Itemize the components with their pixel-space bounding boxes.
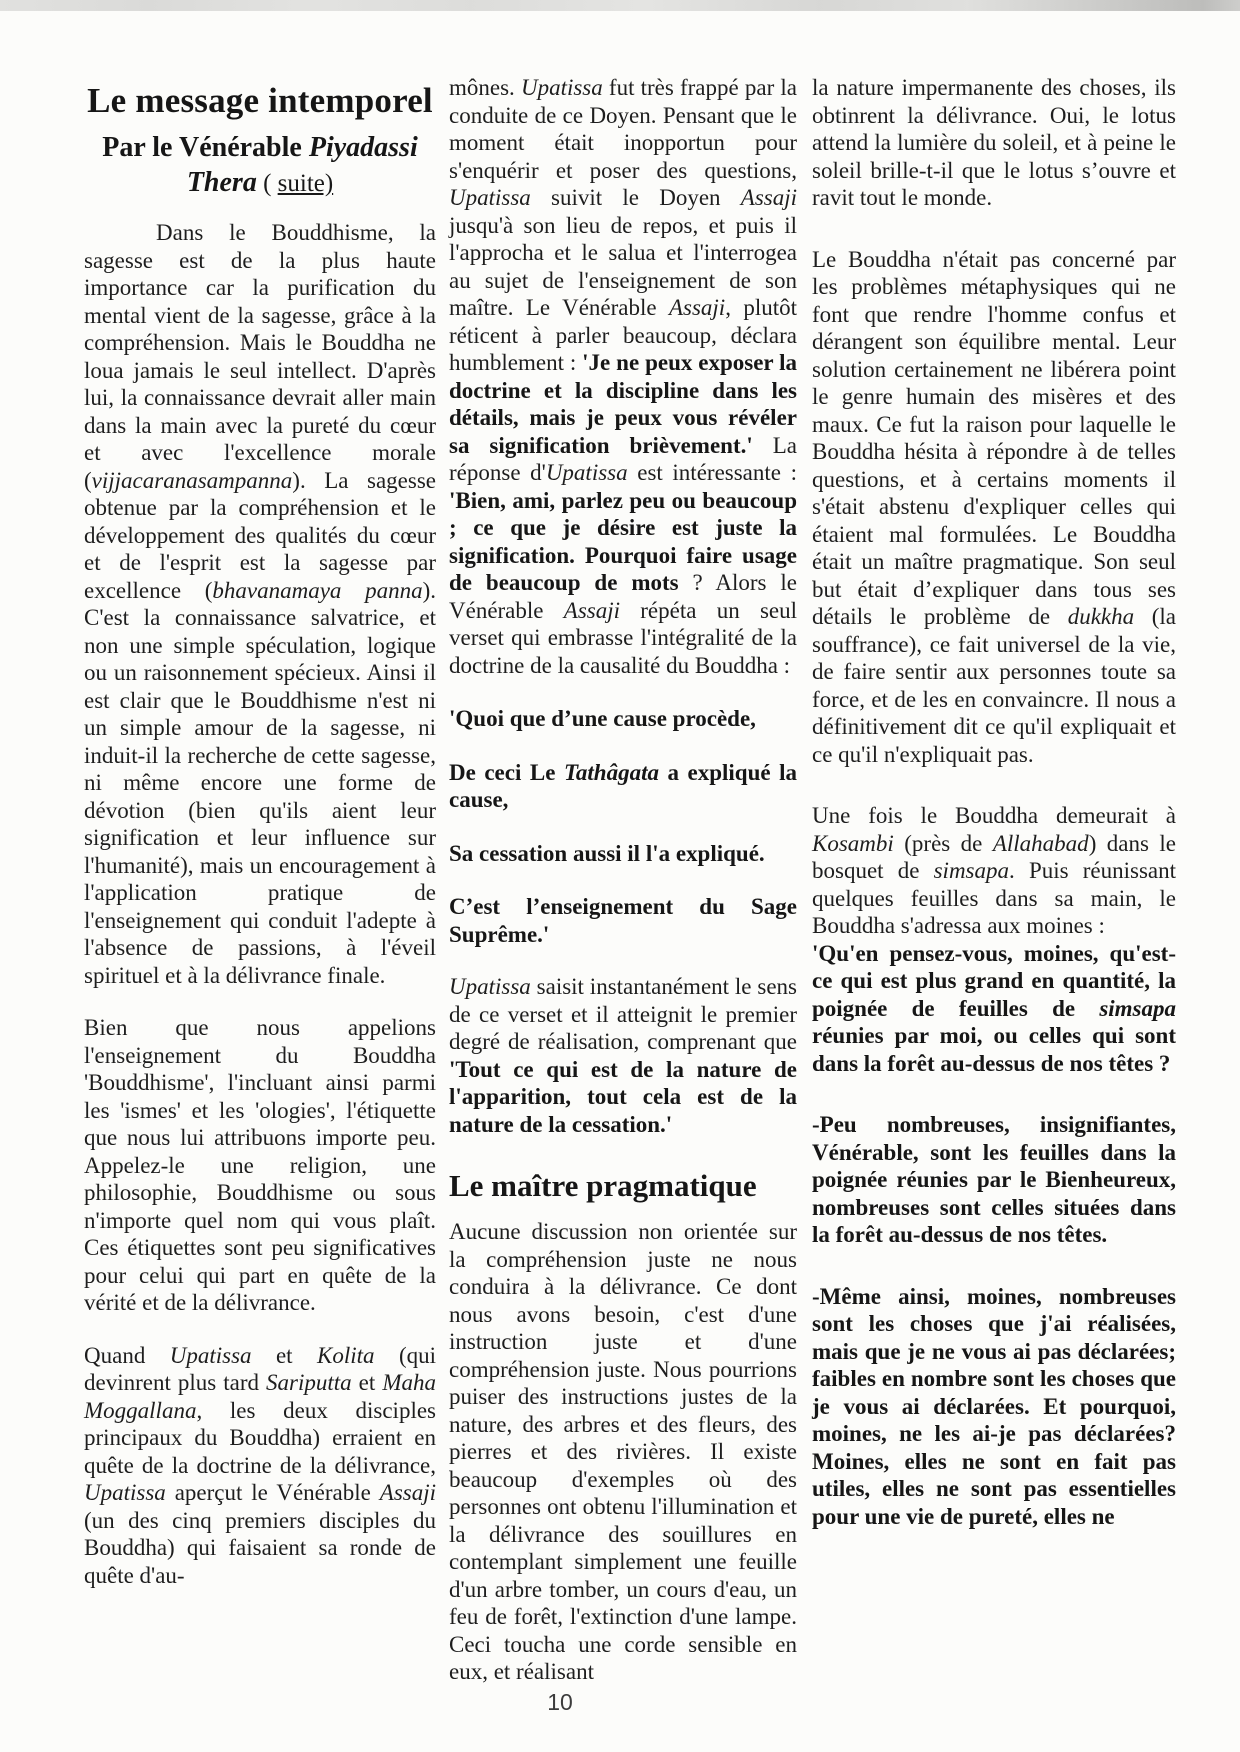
text-run: et (351, 1370, 383, 1395)
verse-line (449, 893, 797, 948)
text-run: Bien que nous appelions l'enseignement du Bouddha 'Bouddhisme', l'incluant ainsi parmi les 'ismes' et les 'ologies', l'étiquette que nous lui attribuons importe peu. Appelez-le une religion, une philosophie, Bouddhisme ou sous n'importe quel nom qui vous plaît. Ces étiquettes sont peu significatives pour celui qui part en quête de la vérité et de la délivrance. (84, 1015, 436, 1315)
paragraph (812, 802, 1176, 940)
paragraph (812, 74, 1176, 212)
text-run: Assaji (740, 185, 797, 210)
verse-line (449, 840, 797, 868)
paragraph (812, 940, 1176, 1078)
text-run: La réponse d' (449, 432, 797, 485)
text-run: ? Alors le Vénérable (449, 570, 797, 623)
paragraph (84, 1342, 436, 1590)
text-run: Upatissa (545, 460, 628, 485)
text-run: ). C'est la connaissance salvatrice, et non une simple spéculation, logique ou un raisonnement spécieux. Ainsi il est clair que le Bouddhisme n'est ni un simple amour de la sagesse, ni induit-il la recherche de cette sagesse, ni même encore une forme de dévotion (bien qu'ils aient leur signification et leur influence sur l'humanité), mais un encouragement à l'application pratique de l'enseignement qui conduit l'adepte à l'absence de passions, à l'éveil spirituel et à la délivrance finale. (84, 577, 436, 988)
text-run: , les deux disciples principaux du Bouddha) erraient en quête de la doctrine de la délivrance, (84, 1397, 436, 1478)
text-run: suivit le Doyen (530, 185, 741, 210)
text-run: -Peu nombreuses, insignifiantes, Vénérable, sont les feuilles dans la poignée réunies par le Bienheureux, nombreuses sont celles situées dans la forêt au-dessus de nos têtes. (812, 1112, 1176, 1247)
text-run: Le maître pragmatique (449, 1168, 757, 1203)
text-run: a expliqué la cause, (449, 759, 797, 812)
text-run: aperçut le Vénérable (165, 1480, 380, 1505)
text-run: 'Qu'en pensez-vous, moines, qu'est-ce qui est plus grand en quantité, la poignée de feuilles de (812, 940, 1176, 1021)
column-3 (812, 74, 1176, 1686)
scan-edge-artifact (0, 0, 1240, 11)
paragraph (449, 1218, 797, 1686)
text-run: (la souffrance), ce fait universel de la vie, de faire sentir aux personnes toute sa force, et de les en convaincre. Il nous a définitivement dit ce qu'il expliquait et ce qu'il n'expliquait pas. (812, 604, 1177, 767)
paragraph (812, 1283, 1176, 1531)
column-2 (449, 74, 797, 1686)
text-run: dukkha (1067, 604, 1135, 629)
text-run: Upatissa (520, 75, 603, 100)
text-run: Sa cessation aussi il l'a expliqué. (449, 840, 765, 866)
text-run: Tathâgata (563, 759, 659, 785)
text-run: Dans le Bouddhisme, la sagesse est de la plus haute importance car la purification du mental vient de la sagesse, grâce à la compréhension. Mais le Bouddha ne loua jamais le seul intellect. D'après lui, la connaissance devrait aller main dans la main avec la pureté du cœur et avec l'excellence morale ( (84, 220, 436, 493)
paragraph (84, 219, 436, 989)
text-run: De ceci Le (449, 759, 564, 785)
paragraph (449, 74, 797, 679)
text-run: Assaji (668, 295, 726, 320)
text-run: bhavanamaya panna (212, 577, 423, 603)
text-run: Le message intemporel (87, 81, 433, 120)
article-title (84, 80, 436, 122)
text-run: ( (256, 170, 278, 197)
text-run: Kolita (317, 1342, 375, 1368)
text-run: vijjacaranasampanna (91, 467, 293, 493)
text-run: Upatissa (449, 185, 531, 210)
text-run: 'Bien, ami, parlez peu ou beaucoup ; ce que je désire est juste la signification. Pourquoi faire usage de beaucoup de mots (449, 487, 797, 595)
text-run: mônes. (449, 75, 521, 100)
text-run: fut très frappé par la conduite de ce Doyen. Pensant que le moment était inopportun pour s'enquérir et poser des questions, (449, 75, 797, 183)
text-run: jusqu'à son lieu de repos, et puis il l'approcha et le salua et l'interrogea au sujet de l'enseignement de son maître. Le Vénérable (449, 212, 797, 320)
text-run: Upatissa (84, 1480, 166, 1505)
text-run: Maha Moggallana (84, 1370, 436, 1423)
text-run: Quand (84, 1342, 170, 1368)
text-run: suite) (277, 170, 334, 197)
text-run: Par le Vénérable (102, 132, 309, 163)
section-heading (449, 1168, 797, 1204)
column-2-body (449, 74, 797, 1686)
verse-line (449, 759, 797, 814)
text-run: , plutôt réticent à parler beaucoup, déclara humblement : (449, 295, 797, 375)
text-run: Upatissa (169, 1342, 252, 1368)
text-run: la nature impermanente des choses, ils obtinrent la délivrance. Oui, le lotus attend la lumière du soleil, et à peine le soleil brille-t-il que le lotus s’ouvre et ravit tout le monde. (812, 75, 1176, 210)
text-run: (près de (893, 830, 993, 856)
page-number: 10 (547, 1689, 573, 1715)
text-run: Assaji (563, 597, 620, 623)
text-run: réunies par moi, ou celles qui sont dans la forêt au-dessus de nos têtes ? (812, 1023, 1176, 1076)
article-columns (84, 74, 1176, 1686)
text-run: Sariputta (266, 1370, 352, 1395)
text-run: ) dans le bosquet de (812, 830, 1177, 883)
text-run: Kosambi (812, 830, 894, 856)
paragraph (812, 246, 1176, 769)
text-run: . Puis réunissant quelques feuilles dans sa main, le Bouddha s'adressa aux moines : (812, 858, 1176, 938)
paragraph (812, 1111, 1176, 1249)
text-run: est intéressante : (627, 460, 798, 485)
article-byline (84, 130, 436, 201)
text-run: ). La sagesse obtenue par la compréhension et le développement des qualités du cœur et de l'esprit est la sagesse par excellence ( (84, 467, 436, 603)
text-run: (qui devinrent plus tard (84, 1342, 436, 1395)
paragraph (449, 973, 797, 1138)
column-1-body (84, 219, 436, 1589)
text-run: 'Tout ce qui est de la nature de l'apparition, tout cela est de la nature de la cessation.' (449, 1056, 797, 1137)
text-run: -Même ainsi, moines, nombreuses sont les choses que j'ai réalisées, mais que je ne vous ai pas déclarées; faibles en nombre sont les choses que je vous ai déclarées. Et pourquoi, moines, ne les ai-je pas déclarées? Moines, elles ne sont en fait pas utiles, elles ne sont pas essentielles pour une vie de pureté, elles ne (812, 1283, 1176, 1529)
text-run: C’est l’enseignement du Sage Suprême.' (449, 894, 797, 947)
text-run: répéta un seul verset qui embrasse l'intégralité de la doctrine de la causalité du Bouddha : (449, 597, 797, 678)
paragraph (84, 1014, 436, 1317)
column-3-body (812, 74, 1176, 1530)
text-run: simsapa (1099, 995, 1176, 1021)
text-run: Piyadassi Thera (186, 132, 418, 198)
text-run: Allahabad (992, 830, 1089, 856)
text-run: simsapa (933, 858, 1010, 883)
column-1 (84, 74, 436, 1686)
text-run: Une fois le Bouddha demeurait à (812, 803, 1176, 828)
text-run: et (251, 1342, 317, 1368)
article-header (84, 80, 436, 201)
text-run: 'Quoi que d’une cause procède, (449, 706, 756, 731)
text-run: 'Je ne peux exposer la doctrine et la discipline dans les détails, mais je peux vous révéler sa signification brièvement.' (449, 350, 797, 458)
text-run: Le Bouddha n'était pas concerné par les problèmes métaphysiques qui ne font que rendre l'homme confus et dérangent son équilibre mental. Leur solution certainement ne libérera point le genre humain des misères et des maux. Ce fut la raison pour laquelle le Bouddha hésita à répondre à de telles questions, et à certains moments il s'était abstenu d'expliquer celles qui étaient mal formulées. Le Bouddha était un maître pragmatique. Son seul but était d’expliquer dans tous ses détails le problème de (812, 246, 1176, 629)
text-run: (un des cinq premiers disciples du Bouddha) qui faisaient sa ronde de quête d'au- (84, 1507, 436, 1588)
text-run: Assaji (379, 1480, 436, 1505)
verse-line (449, 705, 797, 733)
text-run: Upatissa (449, 974, 531, 999)
text-run: Aucune discussion non orientée sur la compréhension juste ne nous conduira à la délivrance. Ce dont nous avons besoin, c'est d'une instruction juste et d'une compréhension juste. Nous pourrions puiser des instructions justes de la nature, des arbres et des fleurs, des pierres et des rivières. Il existe beaucoup d'exemples où des personnes ont obtenu l'illumination et la délivrance des souillures en contemplant simplement une feuille d'un arbre tomber, un cours d'eau, un feu de forêt, l'extinction d'une lampe. Ceci toucha une corde sensible en eux, et réalisant (449, 1219, 797, 1684)
text-run: saisit instantanément le sens de ce verset et il atteignit le premier degré de réalisation, comprenant que (449, 974, 797, 1054)
